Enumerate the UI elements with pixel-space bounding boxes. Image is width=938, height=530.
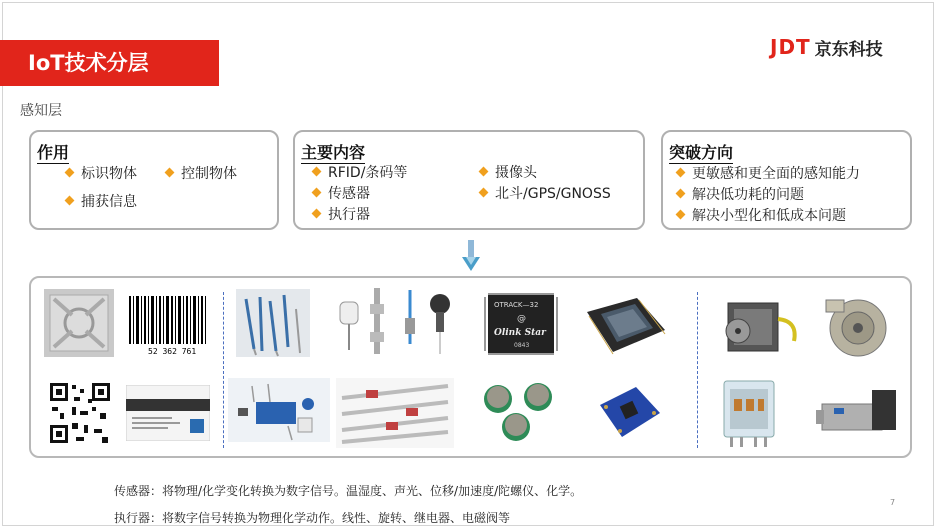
bullet-diamond-icon <box>312 209 322 219</box>
bullet-diamond-icon <box>312 188 322 198</box>
svg-text:Olink Star: Olink Star <box>494 328 546 338</box>
qr-code-image <box>44 377 116 449</box>
direction-card-title: 突破方向 <box>669 140 733 163</box>
solenoid-valve-image <box>812 380 904 444</box>
barcode-image <box>126 294 209 356</box>
content-item: 北斗/GPS/GNOSS <box>480 185 611 203</box>
magnetic-card-image <box>126 385 210 441</box>
page-title: IoT技术分层 <box>0 40 219 86</box>
barcode-number: 52 362 761 <box>148 347 197 356</box>
bullet-diamond-icon <box>165 168 175 178</box>
bullet-diamond-icon <box>65 168 75 178</box>
logo-text: 京东科技 <box>814 39 883 60</box>
content-item: 执行器 <box>313 206 370 224</box>
linear-rail-image <box>336 378 454 448</box>
direction-item: 解决低功耗的问题 <box>677 186 804 204</box>
role-item: 控制物体 <box>166 165 237 183</box>
bullet-diamond-icon <box>312 167 322 177</box>
content-item: RFID/条码等 <box>313 164 407 182</box>
role-card <box>29 130 279 230</box>
page-number: 7 <box>890 498 896 507</box>
direction-card <box>661 130 912 230</box>
role-card-title: 作用 <box>37 140 69 163</box>
bullet-diamond-icon <box>479 167 489 177</box>
rotary-motor-image <box>814 290 902 362</box>
svg-text:0843: 0843 <box>514 342 530 349</box>
bullet-diamond-icon <box>676 210 686 220</box>
relay-image <box>714 375 784 451</box>
direction-item: 解决小型化和低成本问题 <box>677 207 846 225</box>
bullet-diamond-icon <box>65 196 75 206</box>
svg-text:@: @ <box>517 314 526 324</box>
bullet-diamond-icon <box>479 188 489 198</box>
gallery-divider <box>223 292 224 448</box>
company-logo <box>770 36 883 58</box>
direction-item: 更敏感和更全面的感知能力 <box>677 165 860 183</box>
temperature-probe-image <box>236 289 310 357</box>
bullet-diamond-icon <box>676 189 686 199</box>
gps-chip-image <box>482 289 560 359</box>
liquid-level-sensor-image <box>332 284 456 360</box>
logo-mark: JDT <box>770 35 811 59</box>
bullet-diamond-icon <box>676 168 686 178</box>
gyroscope-module-image <box>592 377 666 447</box>
section-subtitle: 感知层 <box>20 103 62 119</box>
camera-sensor-image <box>577 290 669 360</box>
svg-text:OTRACK—32: OTRACK—32 <box>494 301 539 309</box>
sensor-footnote: 传感器：将物理/化学变化转换为数字信号。温湿度、声光、位移/加速度/陀螺仪、化学。 <box>114 484 583 498</box>
content-card <box>293 130 645 230</box>
down-arrow-icon <box>461 240 481 272</box>
content-card-title: 主要内容 <box>301 140 365 163</box>
role-item: 标识物体 <box>66 165 137 183</box>
role-item: 捕获信息 <box>66 193 137 211</box>
stepper-motor-image <box>708 291 802 361</box>
actuator-footnote: 执行器：将数字信号转换为物理化学动作。线性、旋转、继电器、电磁阀等 <box>114 511 511 525</box>
content-item: 传感器 <box>313 185 370 203</box>
rfid-tag-image <box>44 289 114 357</box>
content-item: 摄像头 <box>480 164 537 182</box>
gas-sensor-image <box>476 377 564 445</box>
gallery-divider <box>697 292 698 448</box>
sensor-module-image <box>228 378 330 442</box>
